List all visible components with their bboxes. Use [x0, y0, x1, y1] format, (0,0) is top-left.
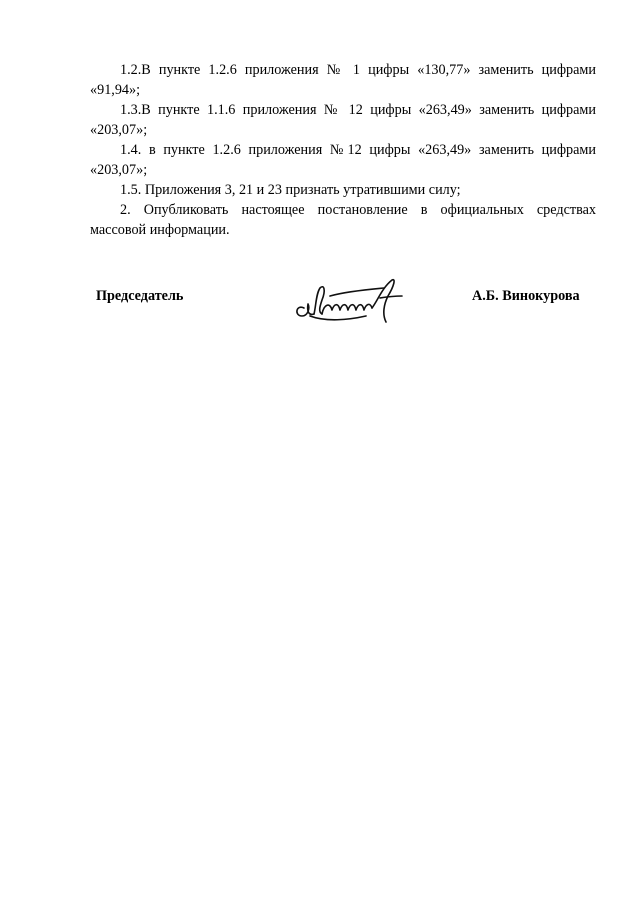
signatory-title: Председатель: [96, 288, 184, 304]
paragraph-1-2: 1.2.В пункте 1.2.6 приложения № 1 цифры «130,77» заменить цифрами «91,94»;: [90, 62, 596, 98]
document-body: [90, 60, 596, 240]
signature-block: [0, 270, 640, 340]
paragraph-1-3: 1.3.В пункте 1.1.6 приложения № 12 цифры «263,49» заменить цифрами «203,07»;: [90, 102, 596, 138]
signatory-name: А.Б. Винокурова: [472, 288, 580, 304]
paragraph-1-4: 1.4. в пункте 1.2.6 приложения №12 цифры «263,49» заменить цифрами «203,07»;: [90, 142, 596, 178]
handwritten-signature-icon: [286, 270, 416, 332]
paragraph-2: 2. Опубликовать настоящее постановление в официальных средствах массовой информации.: [90, 202, 596, 238]
paragraph-1-5: 1.5. Приложения 3, 21 и 23 признать утратившими силу;: [120, 182, 461, 198]
